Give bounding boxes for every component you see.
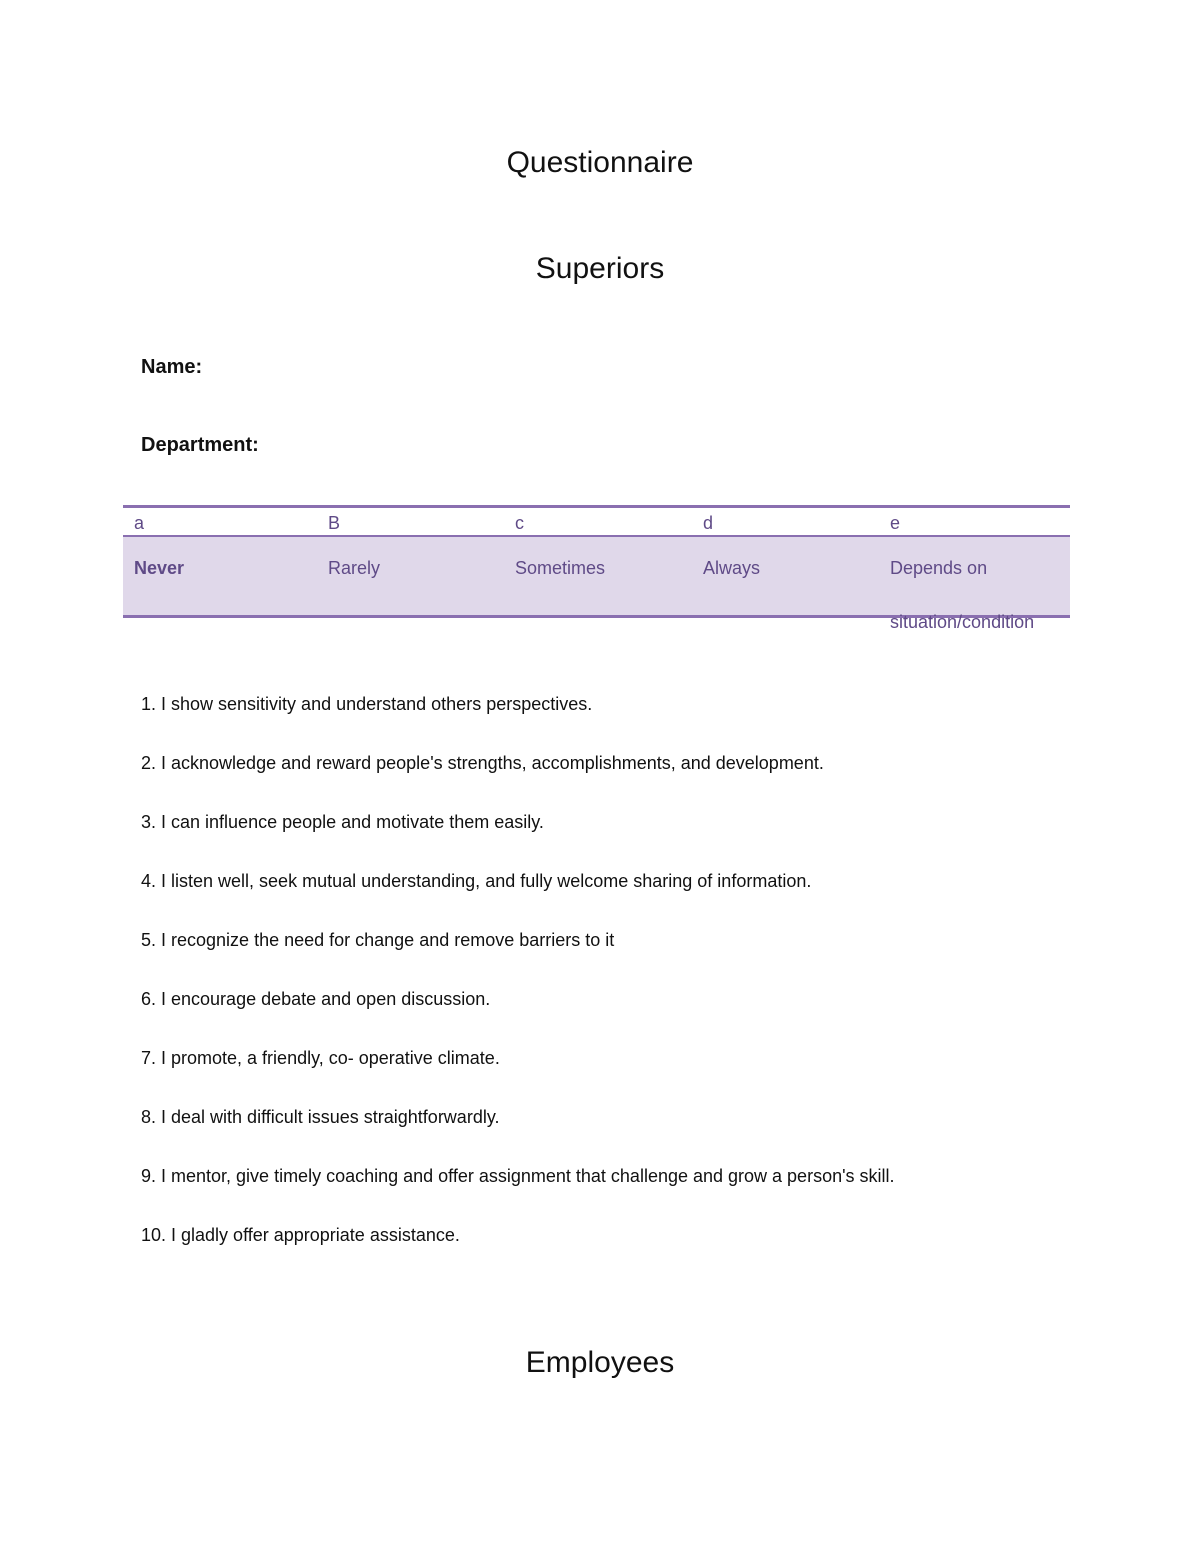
section-heading-superiors: Superiors [535, 252, 665, 285]
scale-header-e: e [890, 513, 901, 533]
scale-value-never: Never [134, 558, 185, 578]
rating-scale-table [123, 505, 1070, 632]
scale-value-rarely: Rarely [328, 558, 381, 578]
question-item: 8. I deal with difficult issues straightforwardly. [141, 1107, 500, 1127]
scale-header-b: B [328, 513, 341, 533]
rating-scale-header-row [123, 508, 1070, 537]
question-item: 7. I promote, a friendly, co- operative climate. [141, 1048, 500, 1068]
question-item: 3. I can influence people and motivate them easily. [141, 812, 544, 832]
scale-header-a: a [134, 513, 145, 533]
question-list [141, 692, 1101, 1282]
question-item: 4. I listen well, seek mutual understanding, and fully welcome sharing of information. [141, 871, 812, 891]
scale-header-d: d [703, 513, 714, 533]
scale-value-always: Always [703, 558, 761, 578]
question-item: 9. I mentor, give timely coaching and offer assignment that challenge and grow a person's skill. [141, 1166, 895, 1186]
department-label: Department: [141, 434, 259, 456]
question-item: 10. I gladly offer appropriate assistance. [141, 1225, 460, 1245]
scale-value-sometimes: Sometimes [515, 558, 606, 578]
question-item: 6. I encourage debate and open discussion. [141, 989, 491, 1009]
document-title: Questionnaire [506, 146, 694, 179]
scale-header-c: c [515, 513, 524, 533]
rating-scale-values-row [123, 537, 1070, 632]
name-label: Name: [141, 356, 203, 378]
scale-value-depends: Depends on situation/condition [890, 558, 1035, 632]
question-item: 5. I recognize the need for change and remove barriers to it [141, 930, 615, 950]
question-item: 1. I show sensitivity and understand others perspectives. [141, 694, 593, 714]
section-heading-employees: Employees [525, 1346, 675, 1379]
question-item: 2. I acknowledge and reward people's strengths, accomplishments, and development. [141, 753, 824, 773]
